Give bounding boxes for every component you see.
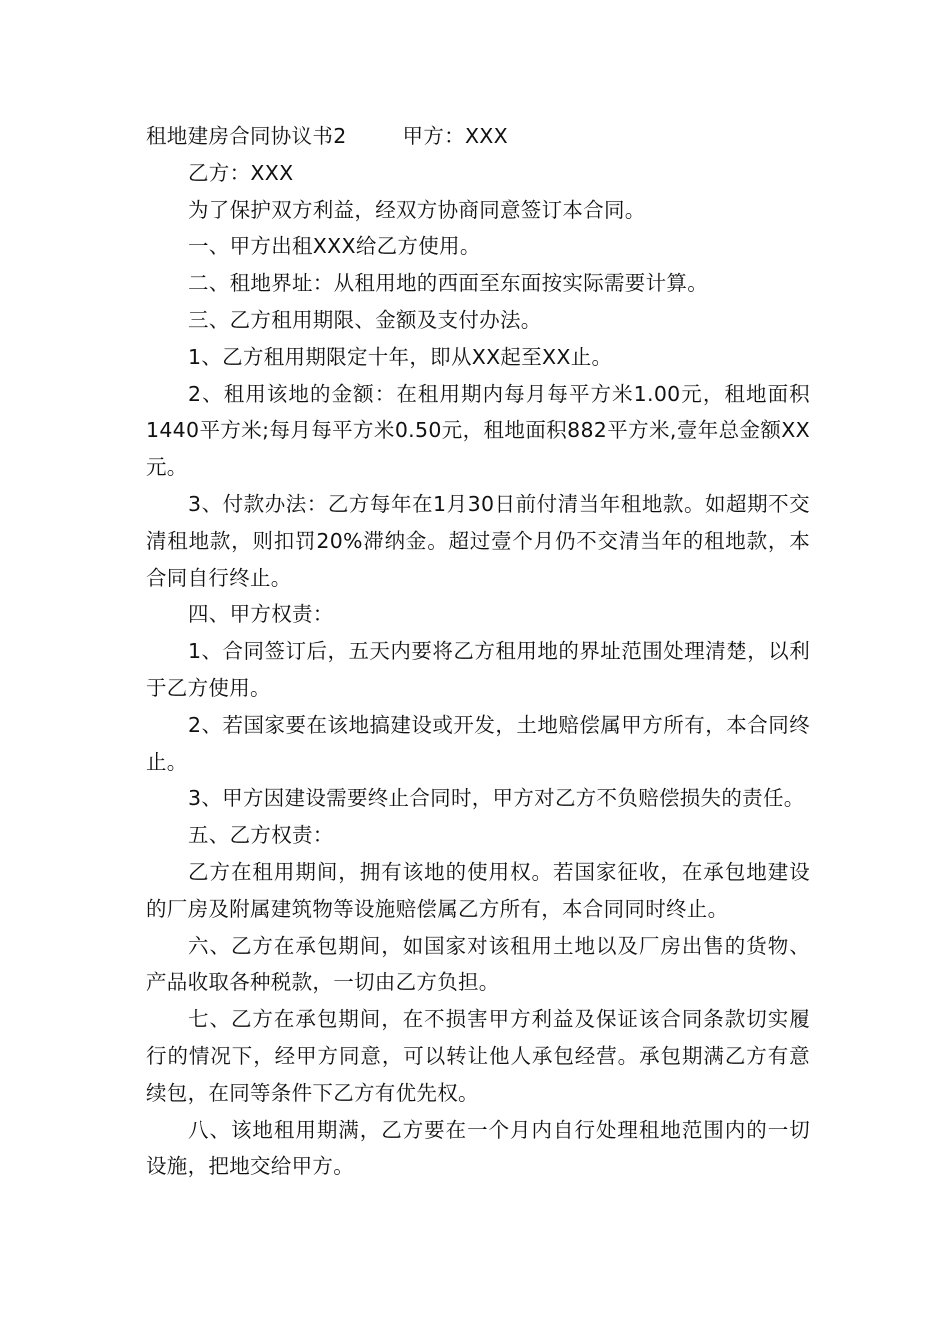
paragraph: 2、若国家要在该地搞建设或开发，土地赔偿属甲方所有，本合同终止。: [146, 712, 810, 774]
paragraph: 为了保护双方利益，经双方协商同意签订本合同。: [188, 197, 646, 222]
paragraph: 1、乙方租用期限定十年，即从XX起至XX止。: [188, 344, 613, 369]
paragraph: 二、租地界址：从租用地的西面至东面按实际需要计算。: [188, 271, 708, 296]
paragraph: 3、甲方因建设需要终止合同时，甲方对乙方不负赔偿损失的责任。: [188, 786, 805, 811]
document-heading-line: [146, 118, 810, 155]
paragraph: 乙方在租用期间，拥有该地的使用权。若国家征收，在承包地建设的厂房及附属建筑物等设施赔偿属乙方所有，本合同同时终止。: [146, 859, 810, 921]
party-a-line: 甲方：XXX: [402, 124, 508, 148]
document-body: [146, 118, 810, 1185]
paragraph: 三、乙方租用期限、金额及支付办法。: [188, 307, 542, 332]
paragraph: 2、租用该地的金额：在租用期内每月每平方米1.00元，租地面积1440平方米;每月每平方米0.50元，租地面积882平方米,壹年总金额XX元。: [146, 381, 810, 480]
paragraph: 五、乙方权责：: [188, 823, 334, 848]
paragraph: 四、甲方权责：: [188, 602, 334, 627]
document-title: 租地建房合同协议书2: [146, 124, 347, 148]
paragraph: 乙方：XXX: [188, 160, 294, 185]
paragraph: 3、付款办法：乙方每年在1月30日前付清当年租地款。如超期不交清租地款，则扣罚20%滞纳金。超过壹个月仍不交清当年的租地款，本合同自行终止。: [146, 491, 810, 590]
paragraph: 一、甲方出租XXX给乙方使用。: [188, 234, 481, 259]
paragraph: 六、乙方在承包期间，如国家对该租用土地以及厂房出售的货物、产品收取各种税款，一切由乙方负担。: [146, 933, 810, 995]
paragraph: 1、合同签订后，五天内要将乙方租用地的界址范围处理清楚，以利于乙方使用。: [146, 639, 810, 700]
paragraph: 七、乙方在承包期间，在不损害甲方利益及保证该合同条款切实履行的情况下，经甲方同意，可以转让他人承包经营。承包期满乙方有意续包，在同等条件下乙方有优先权。: [146, 1007, 810, 1105]
paragraph: 八、该地租用期满，乙方要在一个月内自行处理租地范围内的一切设施，把地交给甲方。: [146, 1117, 810, 1179]
